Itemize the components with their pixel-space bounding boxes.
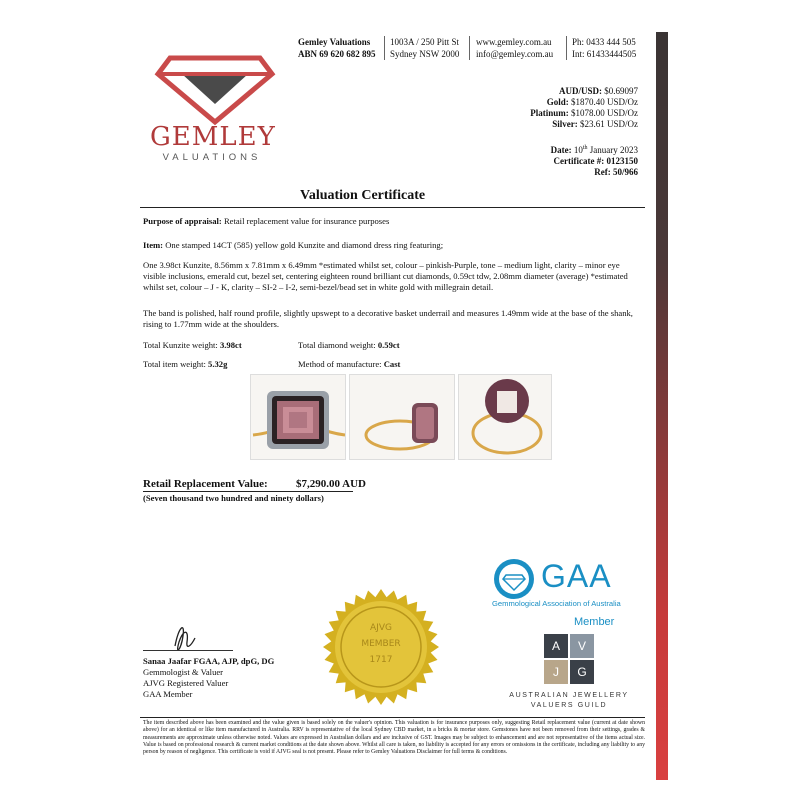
gaa-member-label: Member (574, 616, 615, 628)
item-line: Item: One stamped 14CT (585) yellow gold Kunzite and diamond dress ring featuring; (143, 240, 444, 250)
intl-phone-number: Int: 61433444505 (572, 49, 637, 59)
certificate-date: Date: 10th January 2023 (550, 145, 638, 155)
header-divider (384, 36, 385, 60)
ring-side-view-icon (350, 375, 455, 460)
header-address-block (390, 36, 459, 60)
rate-platinum: Platinum: $1078.00 USD/Oz (530, 108, 638, 118)
certificate-meta (551, 143, 638, 178)
certificate-ref: Ref: 50/966 (594, 167, 638, 177)
header-company-block (298, 36, 376, 60)
manufacture-method: Method of manufacture: Cast (298, 359, 401, 369)
header-web-block (476, 36, 553, 60)
email-link[interactable]: info@gemley.com.au (476, 49, 554, 59)
replacement-value-amount: $7,290.00 AUD (296, 478, 366, 490)
logo-subtitle: VALUATIONS (162, 152, 262, 163)
website-link[interactable]: www.gemley.com.au (476, 37, 552, 47)
ring-photo-top (250, 374, 346, 460)
seal-line-2: MEMBER (361, 639, 401, 649)
purpose-line: Purpose of appraisal: Retail replacement value for insurance purposes (143, 216, 390, 226)
seal-line-1: AJVG (370, 623, 392, 633)
metal-rates (530, 86, 638, 130)
phone-number: Ph: 0433 444 505 (572, 37, 636, 47)
ajvg-logo (544, 634, 594, 686)
valuer-details (143, 656, 274, 700)
valuer-role-1: Gemmologist & Valuer (143, 667, 224, 677)
seal-line-3: 1717 (369, 655, 393, 665)
valuer-name: Sanaa Jaafar FGAA, AJP, dpG, DG (143, 656, 275, 666)
replacement-value-label: Retail Replacement Value: (143, 478, 268, 490)
item-description: One 3.98ct Kunzite, 8.56mm x 7.81mm x 6.49mm *estimated whilst set, colour – pinkish-Purple, tone – medium light, clarity – minor eye visible inclusions, emerald cut, bezel set, centering eighteen round brilliant cut diamonds, 0.59ct tdw, 2.08mm diameter (average) *estimated whilst set, colour – J - K, clarity – SI-2 – I-2, semi-bezel/bead set in white gold with millegrain detail. (143, 260, 628, 292)
item-weight: Total item weight: 5.32g (143, 359, 228, 369)
certificate-number: Certificate #: 0123150 (553, 156, 638, 166)
gaa-emblem-icon (492, 557, 536, 601)
company-name: Gemley Valuations (298, 37, 371, 47)
header-divider (469, 36, 470, 60)
ring-top-view-icon (251, 375, 346, 460)
logo-wordmark: GEMLEY (150, 122, 276, 152)
valuer-role-2: AJVG Registered Valuer (143, 678, 229, 688)
address-line-2: Sydney NSW 2000 (390, 49, 460, 59)
signature-line (143, 650, 233, 651)
band-description: The band is polished, half round profile, slightly upswept to a decorative basket underrail and measures 1.49mm wide at the base of the shank, rising to 1.77mm wide at the shoulders. (143, 308, 633, 329)
title-divider (140, 207, 645, 208)
ajvg-letter-v: V (570, 634, 594, 658)
rate-silver: Silver: $23.61 USD/Oz (552, 119, 638, 129)
diamond-weight: Total diamond weight: 0.59ct (298, 340, 400, 350)
side-color-band (656, 32, 668, 780)
header-divider (566, 36, 567, 60)
gaa-subtitle: Gemmological Association of Australia (492, 599, 621, 608)
header-phone-block (572, 36, 636, 60)
footer-divider (140, 717, 645, 718)
replacement-value-words: (Seven thousand two hundred and ninety dollars) (143, 493, 324, 503)
address-line-1: 1003A / 250 Pitt St (390, 37, 460, 47)
ring-photo-side (349, 374, 455, 460)
page-title: Valuation Certificate (300, 188, 426, 203)
ring-photo-back (458, 374, 552, 460)
value-underline (143, 491, 353, 492)
rate-gold: Gold: $1870.40 USD/Oz (546, 97, 638, 107)
gaa-wordmark: GAA (541, 558, 612, 594)
company-abn: ABN 69 620 682 895 (298, 49, 376, 59)
ajvg-letter-g: G (570, 660, 594, 684)
ring-back-view-icon (459, 375, 552, 460)
ajvg-name: AUSTRALIAN JEWELLERY VALUERS GUILD (509, 692, 629, 709)
ajvg-letter-a: A (544, 634, 568, 658)
rate-aud-usd: AUD/USD: $0.69097 (558, 86, 638, 96)
disclaimer-text: The item described above has been examined and the value given is based solely on the valuer's opinion. This valuation is for insurance purposes only, suggesting Retail replacement value (current at date shown above) for an identical or like item manufactured in Australia. RRV is representative of the local Sydney CBD market, in a bricks & mortar store. Gemstones have not been removed from their settings, grades & measurements are approximate unless otherwise noted. Values are expressed in Australian dollars and are inclusive of GST. Images may be subject to enhancement and are not representative of the items actual size. Value is based on professional research & current market conditions at the date shown above. Whilst all care is taken, no liability is accepted for any errors or omissions in the certificate, including any liability to any person by reason of negligence. This certificate is void if AJVG seal is not present. Please refer to Gemley Valuations Disclaimer for full terms & conditions. (143, 720, 645, 756)
valuer-role-3: GAA Member (143, 689, 193, 699)
kunzite-weight: Total Kunzite weight: 3.98ct (143, 340, 242, 350)
ajvg-gold-seal (322, 588, 440, 706)
ajvg-letter-j: J (544, 660, 568, 684)
